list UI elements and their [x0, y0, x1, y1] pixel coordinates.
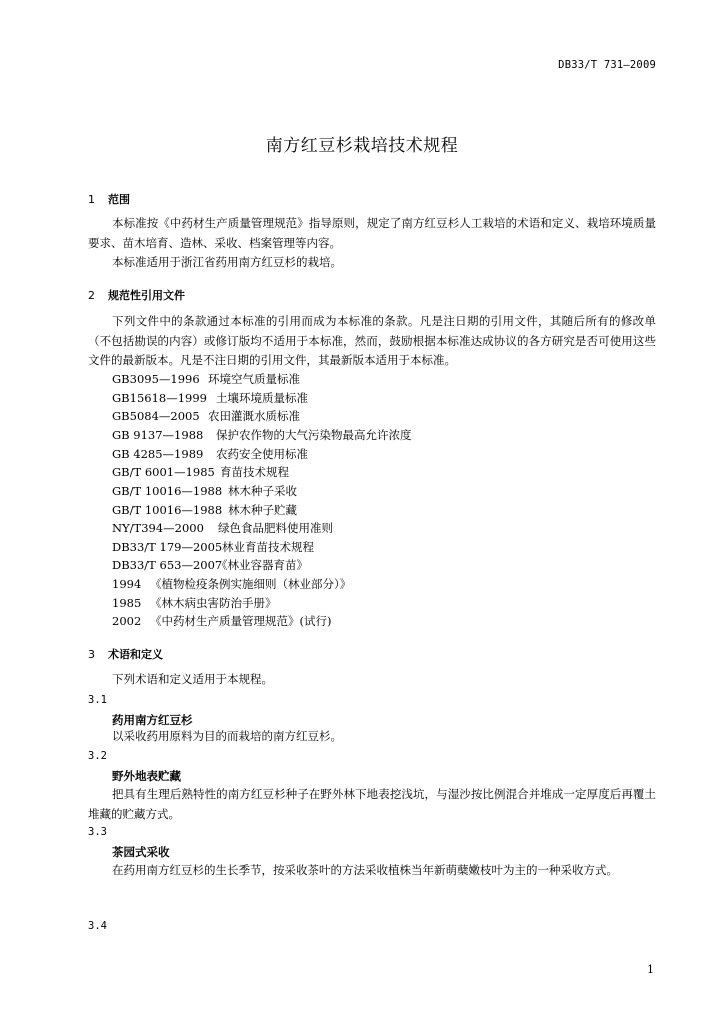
reference-title: 《植物检疫条例实施细则（林业部分）》 — [150, 577, 352, 591]
section-number: 2 — [88, 289, 95, 302]
reference-code: 1985 — [112, 596, 142, 610]
reference-item — [112, 519, 333, 538]
section-1-paragraph-2: 本标准适用于浙江省药用南方红豆杉的栽培。 — [112, 255, 342, 269]
term-name: 茶园式采收 — [112, 845, 170, 859]
term-definition: 以采收药用原料为目的而栽培的南方红豆杉。 — [112, 729, 342, 743]
reference-code: GB 9137—1988 — [112, 428, 204, 442]
reference-code: GB5084—2005 — [112, 409, 200, 423]
term-definition: 把具有生理后熟特性的南方红豆杉种子在野外林下地表挖浅坑，与湿沙按比例混合并堆成一定厚度后再覆土堆藏的贮藏方式。 — [88, 787, 656, 821]
section-title: 术语和定义 — [108, 648, 163, 661]
reference-item — [112, 538, 314, 557]
reference-code: GB/T 10016—1988 — [112, 503, 223, 517]
page-number: 1 — [647, 963, 654, 976]
reference-title: 绿色食品肥料使用准则 — [218, 521, 333, 535]
reference-title: 农药安全使用标准 — [216, 447, 308, 461]
section-number: 1 — [88, 193, 95, 206]
term-number: 3.4 — [88, 920, 107, 932]
reference-item — [112, 612, 331, 631]
reference-item — [112, 389, 308, 408]
reference-item — [112, 575, 351, 594]
reference-item — [112, 407, 300, 426]
reference-title: 《林木病虫害防治手册》 — [150, 596, 277, 610]
reference-item — [112, 370, 300, 389]
reference-item — [112, 482, 297, 501]
reference-title: 育苗技术规程 — [220, 465, 289, 479]
reference-item — [112, 501, 297, 520]
section-3-paragraph-1: 下列术语和定义适用于本规程。 — [112, 672, 273, 686]
reference-code: GB 4285—1989 — [112, 447, 204, 461]
term-number: 3.1 — [88, 694, 107, 706]
reference-item — [112, 463, 289, 482]
term-number: 3.3 — [88, 826, 107, 838]
document-title: 南方红豆杉栽培技术规程 — [265, 136, 459, 156]
reference-item — [112, 594, 277, 613]
reference-title: 《中药材生产质量管理规范》(试行) — [150, 614, 332, 628]
term-number: 3.2 — [88, 750, 107, 762]
reference-title: 《林业容器育苗》 — [216, 558, 308, 572]
reference-title: 林木种子贮藏 — [228, 503, 297, 517]
section-title: 范围 — [108, 193, 130, 206]
section-title: 规范性引用文件 — [108, 289, 185, 302]
reference-code: 1994 — [112, 577, 142, 591]
section-3-heading — [88, 646, 163, 662]
reference-title: 环境空气质量标准 — [208, 372, 300, 386]
reference-item — [112, 426, 412, 445]
reference-code: 2002 — [112, 614, 142, 628]
section-2-heading — [88, 287, 185, 303]
term-name: 野外地表贮藏 — [112, 769, 181, 783]
reference-title: 保护农作物的大气污染物最高允许浓度 — [216, 428, 412, 442]
section-2-paragraph-1: 下列文件中的条款通过本标准的引用而成为本标准的条款。凡是注日期的引用文件，其随后所有的修改单（不包括勘误的内容）或修订版均不适用于本标准，然而，鼓励根据本标准达成协议的各方研究是否可使用这些文件的最新版本。凡是不注日期的引用文件，其最新版本适用于本标准。 — [88, 314, 656, 367]
section-number: 3 — [88, 648, 95, 661]
standard-number: DB33/T 731—2009 — [558, 59, 656, 71]
term-definition: 在药用南方红豆杉的生长季节，按采收茶叶的方法采收植株当年新萌蘖嫩枝叶为主的一种采收方式。 — [112, 863, 618, 877]
reference-code: GB15618—1999 — [112, 391, 207, 405]
reference-code: DB33/T 653—2007 — [112, 558, 223, 572]
reference-code: GB/T 6001—1985 — [112, 465, 215, 479]
reference-title: 土壤环境质量标准 — [216, 391, 308, 405]
reference-code: NY/T394—2000 — [112, 521, 204, 535]
reference-title: 林木种子采收 — [228, 484, 297, 498]
reference-code: GB3095—1996 — [112, 372, 200, 386]
reference-code: DB33/T 179—2005 — [112, 540, 223, 554]
section-1-heading — [88, 191, 130, 207]
section-1-paragraph-1: 本标准按《中药材生产质量管理规范》指导原则，规定了南方红豆杉人工栽培的术语和定义、栽培环境质量要求、苗木培育、造林、采收、档案管理等内容。 — [88, 216, 656, 250]
reference-item — [112, 445, 308, 464]
reference-title: 农田灌溉水质标准 — [208, 409, 300, 423]
reference-code: GB/T 10016—1988 — [112, 484, 223, 498]
term-name: 药用南方红豆杉 — [112, 713, 193, 727]
reference-title: 林业育苗技术规程 — [222, 540, 314, 554]
reference-item — [112, 556, 308, 575]
